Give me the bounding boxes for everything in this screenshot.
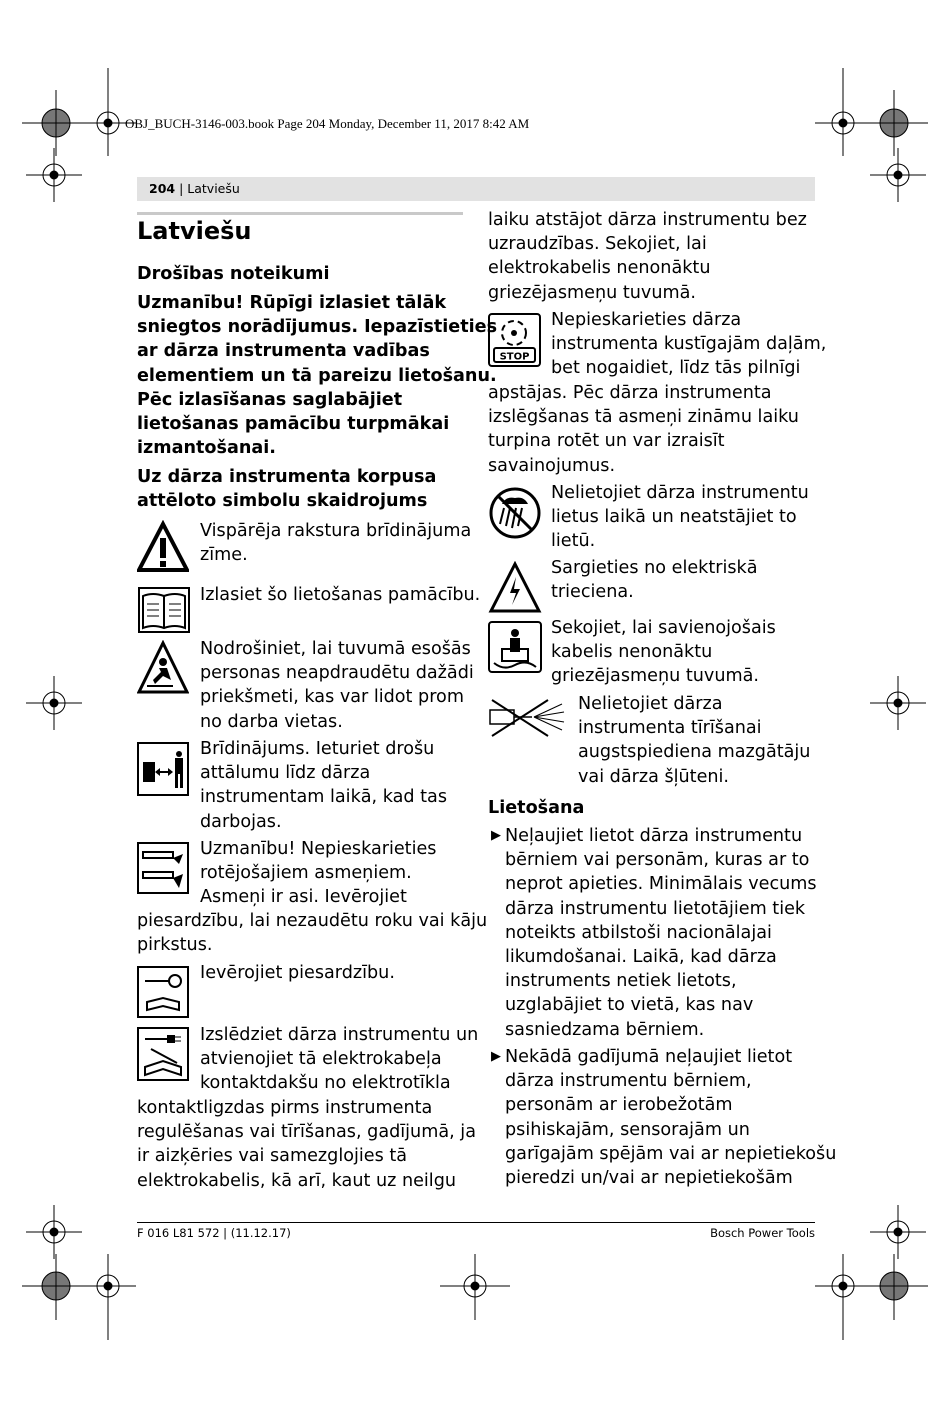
text-line: dārza instrumentu lietotājiem tiek bbox=[505, 898, 806, 919]
no-pressure-washer-icon bbox=[488, 696, 568, 742]
text-line: elektrokabelis, kā arī, kaut uz neilgu bbox=[137, 1170, 457, 1191]
symbol-read-manual-text bbox=[200, 583, 480, 607]
text-line: turpina rotēt un var izraisīt bbox=[488, 431, 725, 452]
text-line: kontaktligzdas pirms instrumenta bbox=[137, 1098, 433, 1118]
file-header: OBJ_BUCH-3146-003.book Page 204 Monday, December 11, 2017 8:42 AM bbox=[125, 116, 530, 131]
text-line: pieredzi un/vai ar nepietiekošām bbox=[505, 1168, 793, 1189]
text-line: lietus laikā un neatstājiet to bbox=[551, 507, 797, 528]
text-line: ir aizķēries vai samezglojies tā bbox=[137, 1146, 408, 1167]
no-rain-icon bbox=[488, 486, 542, 540]
bullet-marker-1: ▶ bbox=[491, 828, 501, 843]
text-line: garīgajām spējām vai ar nepietiekošu bbox=[505, 1143, 837, 1164]
text-line: Uzmanību! Rūpīgi izlasiet tālāk bbox=[137, 293, 447, 313]
text-line: apstājas. Pēc dārza instrumenta bbox=[488, 383, 772, 403]
usage-bullet-2 bbox=[505, 1045, 836, 1190]
text-line: Uzmanību! Nepieskarieties bbox=[200, 839, 437, 859]
symbol-general-warning-text bbox=[200, 519, 471, 567]
text-line: kabelis nenonāktu bbox=[551, 642, 713, 663]
symbol-no-washer-text bbox=[578, 692, 810, 789]
text-line: instruments netiek lietots, bbox=[505, 971, 737, 992]
symbol-cable-text bbox=[551, 616, 776, 689]
title-rule bbox=[137, 212, 463, 215]
text-line: sasniedzama bērniem. bbox=[505, 1019, 705, 1040]
text-line: Nelietojiet dārza bbox=[578, 694, 723, 714]
text-line: Nepieskarieties dārza bbox=[551, 310, 742, 330]
text-line: noteikts atbilstoši nacionālajai bbox=[505, 922, 772, 943]
text-line: sniegtos norādījumus. Iepazīstieties bbox=[137, 317, 498, 338]
text-line: instrumentam laikā, kad tas bbox=[200, 787, 447, 808]
flying-objects-warning-icon bbox=[137, 640, 189, 696]
text-line: instrumenta kustīgajām daļām, bbox=[551, 334, 827, 355]
text-line: piesardzību, lai nezaudētu roku vai kāju bbox=[137, 911, 488, 931]
text-line: ar dārza instrumenta vadības bbox=[137, 341, 430, 362]
read-manual-icon bbox=[137, 586, 191, 634]
footer-rule bbox=[137, 1222, 815, 1223]
continuation-paragraph bbox=[488, 208, 807, 305]
symbol-flying-objects-text bbox=[200, 637, 474, 734]
text-line: elektrokabelis nenonāktu bbox=[488, 258, 711, 279]
text-line: darbojas. bbox=[200, 811, 282, 832]
symbol-electric-shock-text bbox=[551, 556, 758, 604]
text-line: atvienojiet tā elektrokabeļa bbox=[200, 1049, 442, 1070]
text-line: lietošanas pamācību turpmākai bbox=[137, 414, 450, 435]
page-number: 204 bbox=[149, 181, 176, 196]
text-line: kontaktdakšu no elektrotīkla bbox=[200, 1073, 451, 1094]
text-line: uzglabājiet to vietā, kas nav bbox=[505, 995, 754, 1016]
keep-distance-icon bbox=[137, 742, 189, 796]
general-warning-icon bbox=[137, 520, 189, 574]
symbol-stop-text bbox=[551, 308, 826, 381]
text-line: Neļaujiet lietot dārza instrumentu bbox=[505, 826, 803, 846]
text-line: Ievērojiet piesardzību. bbox=[200, 963, 395, 983]
text-line: augstspiediena mazgātāju bbox=[578, 742, 811, 763]
text-line: Nelietojiet dārza instrumentu bbox=[551, 483, 809, 503]
unplug-before-maintenance-icon bbox=[137, 1027, 189, 1081]
text-line: likumdošanai. Laikā, kad dārza bbox=[505, 947, 777, 968]
symbol-no-rain-text bbox=[551, 481, 809, 554]
text-line: lietū. bbox=[551, 531, 596, 552]
electric-shock-icon bbox=[488, 561, 542, 615]
text-line: bērniem vai personām, kuras ar to bbox=[505, 850, 810, 871]
symbol-stop-text-cont bbox=[488, 381, 799, 478]
text-line: Asmeņi ir asi. Ievērojiet bbox=[200, 887, 407, 908]
symbols-heading bbox=[137, 465, 436, 513]
text-line: dārza instrumentu bērniem, bbox=[505, 1071, 752, 1092]
rotating-blades-icon bbox=[137, 842, 189, 894]
text-line: izslēgšanas tā asmeņi zināmu laiku bbox=[488, 407, 799, 428]
text-line: no darba vietas. bbox=[200, 711, 343, 732]
text-line: Izlasiet šo lietošanas pamācību. bbox=[200, 585, 481, 605]
symbol-caution-text bbox=[200, 961, 395, 985]
text-line: psihiskajām, sensorajām un bbox=[505, 1119, 750, 1140]
text-line: griezējasmeņu tuvumā. bbox=[488, 282, 696, 303]
text-line: Nodrošiniet, lai tuvumā esošās bbox=[200, 639, 471, 659]
text-line: regulēšanas vai tīrīšanas, gadījumā, ja bbox=[137, 1122, 476, 1143]
page-title: Latviešu bbox=[137, 217, 252, 245]
page-header-separator: | bbox=[179, 181, 184, 196]
text-line: elementiem un tā pareizu lietošanu. bbox=[137, 365, 497, 386]
text-line: Sargieties no elektriskā bbox=[551, 558, 758, 578]
text-line: priekšmeti, kas var lidot prom bbox=[200, 687, 464, 708]
text-line: neprot apieties. Minimālais vecums bbox=[505, 874, 817, 895]
text-line: attālumu līdz dārza bbox=[200, 763, 371, 784]
text-line: Sekojiet, lai savienojošais bbox=[551, 618, 776, 638]
text-line: Pēc izlasīšanas saglabājiet bbox=[137, 389, 403, 410]
text-line: pirkstus. bbox=[137, 935, 213, 956]
text-line: Nekādā gadījumā neļaujiet lietot bbox=[505, 1047, 793, 1067]
cable-away-from-blades-icon bbox=[488, 621, 542, 673]
text-line: zīme. bbox=[200, 545, 248, 566]
symbol-rotating-blades-text bbox=[200, 837, 436, 910]
text-line: trieciena. bbox=[551, 582, 634, 603]
usage-bullet-1 bbox=[505, 824, 817, 1042]
stop-moving-parts-icon bbox=[488, 313, 541, 367]
text-line: bet nogaidiet, līdz tās pilnīgi bbox=[551, 358, 801, 379]
text-line: Uz dārza instrumenta korpusa bbox=[137, 467, 437, 487]
page-header-bar bbox=[137, 177, 815, 201]
text-line: Brīdinājums. Ieturiet drošu bbox=[200, 739, 435, 759]
text-line: attēloto simbolu skaidrojums bbox=[137, 491, 428, 512]
caution-key-icon bbox=[137, 966, 189, 1018]
text-line: vai dārza šļūteni. bbox=[578, 766, 730, 787]
footer-brand: Bosch Power Tools bbox=[710, 1226, 815, 1240]
stop-label: STOP bbox=[499, 351, 530, 363]
text-line: laiku atstājot dārza instrumentu bez bbox=[488, 210, 807, 230]
text-line: uzraudzības. Sekojiet, lai bbox=[488, 234, 707, 255]
usage-heading: Lietošana bbox=[488, 798, 585, 818]
footer-doc-code: F 016 L81 572 | (11.12.17) bbox=[137, 1226, 291, 1240]
text-line: griezējasmeņu tuvumā. bbox=[551, 666, 759, 687]
text-line: instrumenta tīrīšanai bbox=[578, 718, 762, 739]
symbol-unplug-text bbox=[200, 1023, 478, 1096]
symbol-unplug-text-cont bbox=[137, 1096, 476, 1193]
safety-heading: Drošības noteikumi bbox=[137, 264, 330, 284]
text-line: personas neapdraudētu dažādi bbox=[200, 663, 474, 684]
text-line: izmantošanai. bbox=[137, 438, 276, 459]
text-line: rotējošajiem asmeņiem. bbox=[200, 863, 412, 884]
text-line: savainojumus. bbox=[488, 455, 616, 476]
text-line: Vispārēja rakstura brīdinājuma bbox=[200, 521, 472, 541]
bullet-marker-2: ▶ bbox=[491, 1049, 501, 1064]
page-header-section: Latviešu bbox=[187, 181, 240, 196]
warning-paragraph bbox=[137, 291, 497, 460]
symbol-keep-distance-text bbox=[200, 737, 447, 834]
symbol-rotating-blades-text-cont bbox=[137, 909, 487, 957]
text-line: personām ar ierobežotām bbox=[505, 1095, 733, 1116]
text-line: Izslēdziet dārza instrumentu un bbox=[200, 1025, 479, 1045]
